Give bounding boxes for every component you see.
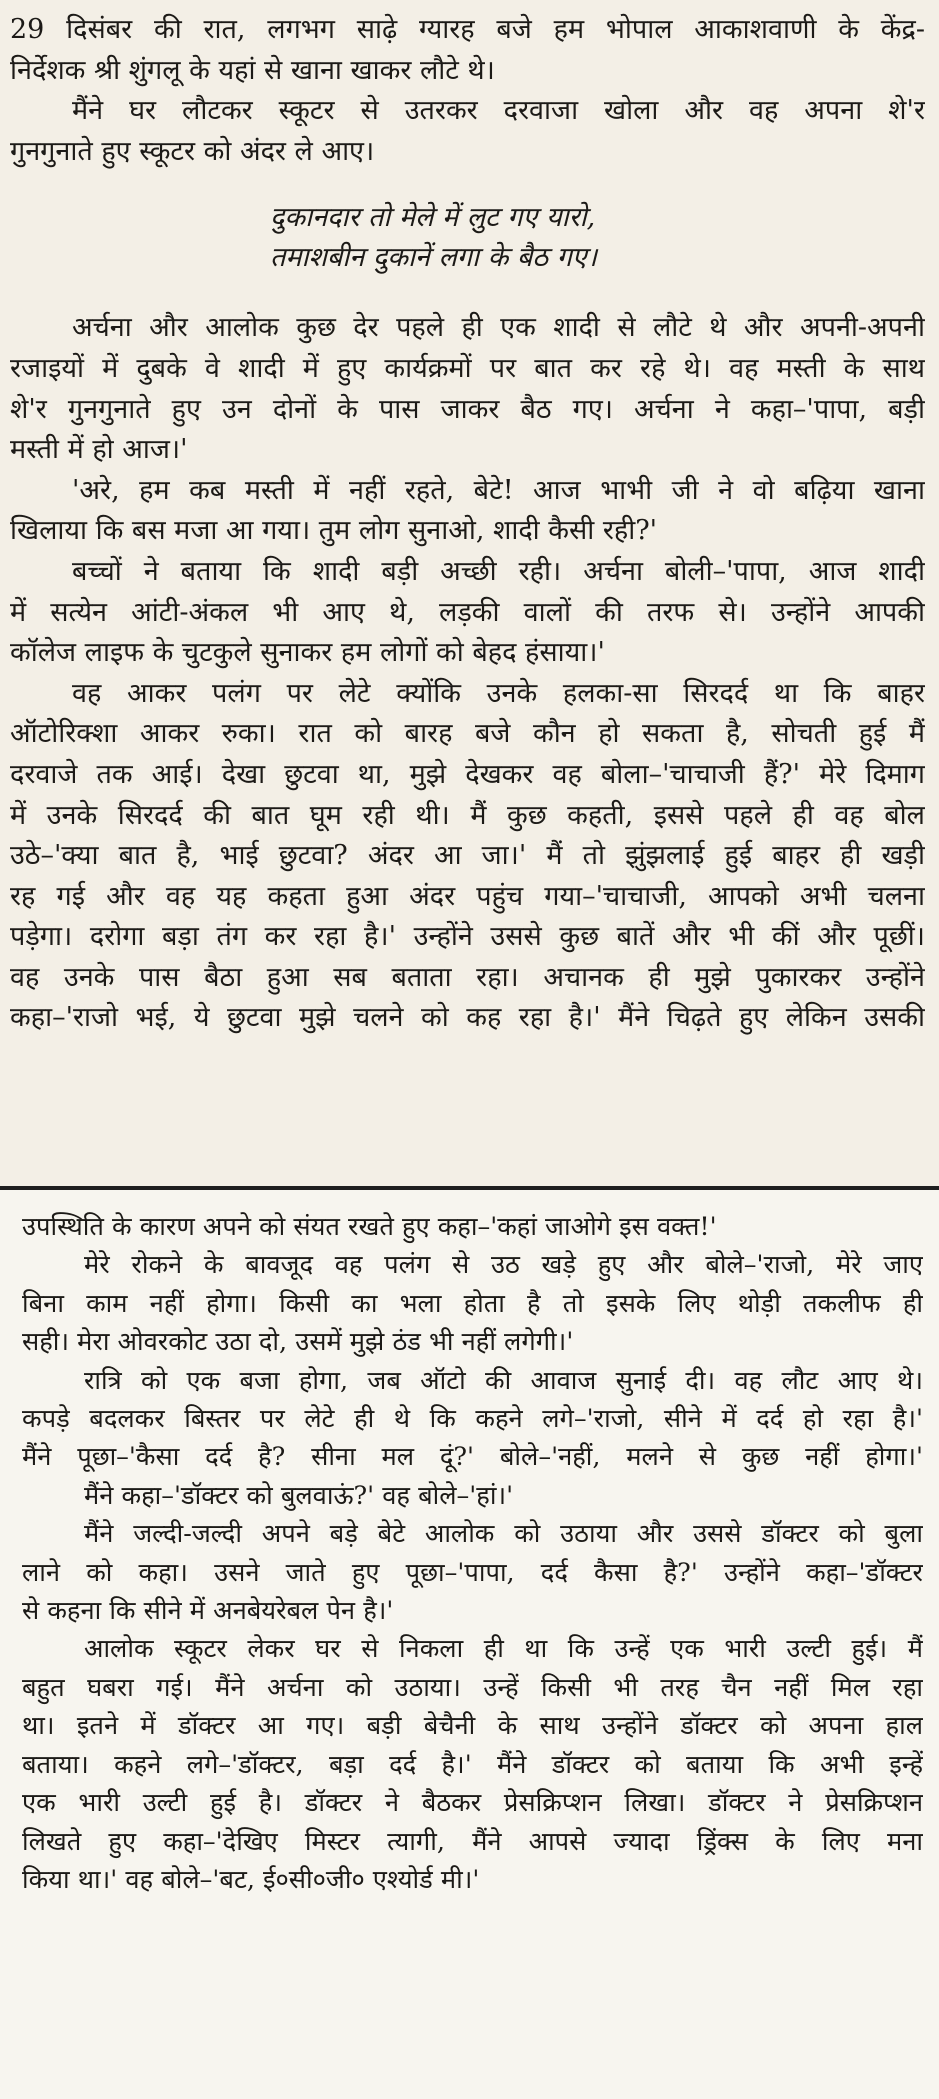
book-page-bottom: [0, 1190, 939, 2099]
text-line: रजाइयों में दुबके वे शादी में हुए कार्यक्रमों पर बात कर रहे थे। वह मस्ती के साथ: [10, 352, 925, 384]
text-line: गुनगुनाते हुए स्कूटर को अंदर ले आए।: [10, 135, 375, 167]
text-line: ऑटोरिक्शा आकर रुका। रात को बारह बजे कौन हो सकता है, सोचती हुई मैं: [10, 718, 925, 750]
text-line: शे'र गुनगुनाते हुए उन दोनों के पास जाकर बैठ गए। अर्चना ने कहा–'पापा, बड़ी: [10, 393, 925, 425]
text-line: कहा–'राजो भई, ये छुटवा मुझे चलने को कह रहा है।' मैंने चिढ़ते हुए लेकिन उसकी: [10, 1002, 925, 1034]
text-line: कॉलेज लाइफ के चुटकुले सुनाकर हम लोगों को बेहद हंसाया।': [10, 637, 605, 669]
text-line: निर्देशक श्री शुंगलू के यहां से खाना खाकर लौटे थे।: [10, 54, 495, 86]
text-line: रह गई और वह यह कहता हुआ अंदर पहुंच गया–'चाचाजी, आपको अभी चलना: [10, 880, 925, 912]
text-line: में उनके सिरदर्द की बात घूम रही थी। मैं कुछ कहती, इससे पहले ही वह बोल: [10, 799, 925, 831]
text-line: पड़ेगा। दरोगा बड़ा तंग कर रहा है।' उन्होंने उससे कुछ बातें और भी कीं और पूछीं।: [10, 921, 925, 953]
text-line: वह उनके पास बैठा हुआ सब बताता रहा। अचानक ही मुझे पुकारकर उन्होंने: [10, 961, 925, 993]
text-line: मैंने घर लौटकर स्कूटर से उतरकर दरवाजा खोला और वह अपना शे'र: [72, 95, 925, 127]
text-line: आलोक स्कूटर लेकर घर से निकला ही था कि उन्हें एक भारी उल्टी हुई। मैं: [84, 1634, 923, 1665]
text-line: मेरे रोकने के बावजूद वह पलंग से उठ खड़े हुए और बोले–'राजो, मेरे जाए: [84, 1250, 923, 1281]
text-line: खिलाया कि बस मजा आ गया। तुम लोग सुनाओ, शादी कैसी रही?': [10, 515, 658, 547]
text-line: बिना काम नहीं होगा। किसी का भला होता है तो इसके लिए थोड़ी तकलीफ ही: [22, 1288, 923, 1319]
text-line: उठे–'क्या बात है, भाई छुटवा? अंदर आ जा।' मैं तो झुंझलाई हुई बाहर ही खड़ी: [10, 840, 925, 872]
text-line: उपस्थिति के कारण अपने को संयत रखते हुए कहा–'कहां जाओगे इस वक्त!': [22, 1212, 717, 1242]
text-line: 'अरे, हम कब मस्ती में नहीं रहते, बेटे! आज भाभी जी ने वो बढ़िया खाना: [72, 474, 925, 506]
verse-couplet: [10, 198, 925, 278]
text-line: लाने को कहा। उसने जाते हुए पूछा–'पापा, दर्द कैसा है?' उन्होंने कहा–'डॉक्टर: [22, 1557, 923, 1588]
text-line: से कहना कि सीने में अनबेयरेबल पेन है।': [22, 1596, 394, 1627]
text-line: रात्रि को एक बजा होगा, जब ऑटो की आवाज सुनाई दी। वह लौट आए थे।: [84, 1365, 923, 1396]
text-line: अर्चना और आलोक कुछ देर पहले ही एक शादी से लौटे थे और अपनी-अपनी: [72, 312, 925, 344]
text-line: बताया। कहने लगे–'डॉक्टर, बड़ा दर्द है।' मैंने डॉक्टर को बताया कि अभी इन्हें: [22, 1749, 923, 1780]
text-line: किया था।' वह बोले–'बट, ई०सी०जी० एश्योर्ड मी।': [22, 1864, 480, 1895]
verse-line: दुकानदार तो मेले में लुट गए यारो,: [270, 202, 596, 234]
text-line: मैंने पूछा–'कैसा दर्द है? सीना मल दूं?' बोले–'नहीं, मलने से कुछ नहीं होगा।': [22, 1442, 923, 1473]
verse-line: तमाशबीन दुकानें लगा के बैठ गए।: [270, 242, 597, 274]
text-line: मैंने कहा–'डॉक्टर को बुलवाऊं?' वह बोले–'हां।': [84, 1480, 514, 1511]
text-line: बहुत घबरा गई। मैंने अर्चना को उठाया। उन्हें किसी भी तरह चैन नहीं मिल रहा: [22, 1672, 923, 1703]
text-line: मस्ती में हो आज।': [10, 434, 188, 466]
text-line: 29 दिसंबर की रात, लगभग साढ़े ग्यारह बजे हम भोपाल आकाशवाणी के केंद्र-: [10, 14, 925, 45]
text-line: था। इतने में डॉक्टर आ गए। बड़ी बेचैनी के साथ उन्होंने डॉक्टर को अपना हाल: [22, 1711, 923, 1742]
text-line: मैंने जल्दी-जल्दी अपने बड़े बेटे आलोक को उठाया और उससे डॉक्टर को बुला: [84, 1519, 923, 1550]
text-line: बच्चों ने बताया कि शादी बड़ी अच्छी रही। अर्चना बोली–'पापा, आज शादी: [72, 555, 925, 587]
text-line: एक भारी उल्टी हुई है। डॉक्टर ने बैठकर प्रेसक्रिप्शन लिखा। डॉक्टर ने प्रेसक्रिप्शन: [22, 1788, 923, 1819]
text-line: कपड़े बदलकर बिस्तर पर लेटे ही थे कि कहने लगे–'राजो, सीने में दर्द हो रहा है।': [22, 1404, 923, 1435]
text-line: में सत्येन आंटी-अंकल भी आए थे, लड़की वालों की तरफ से। उन्होंने आपकी: [10, 596, 925, 628]
text-line: लिखते हुए कहा–'देखिए मिस्टर त्यागी, मैंने आपसे ज्यादा ड्रिंक्स के लिए मना: [22, 1826, 923, 1857]
text-line: सही। मेरा ओवरकोट उठा दो, उसमें मुझे ठंड भी नहीं लगेगी।': [22, 1327, 574, 1358]
text-line: वह आकर पलंग पर लेटे क्योंकि उनके हलका-सा सिरदर्द था कि बाहर: [72, 677, 925, 709]
text-line: दरवाजे तक आई। देखा छुटवा था, मुझे देखकर वह बोला–'चाचाजी हैं?' मेरे दिमाग: [10, 758, 925, 790]
